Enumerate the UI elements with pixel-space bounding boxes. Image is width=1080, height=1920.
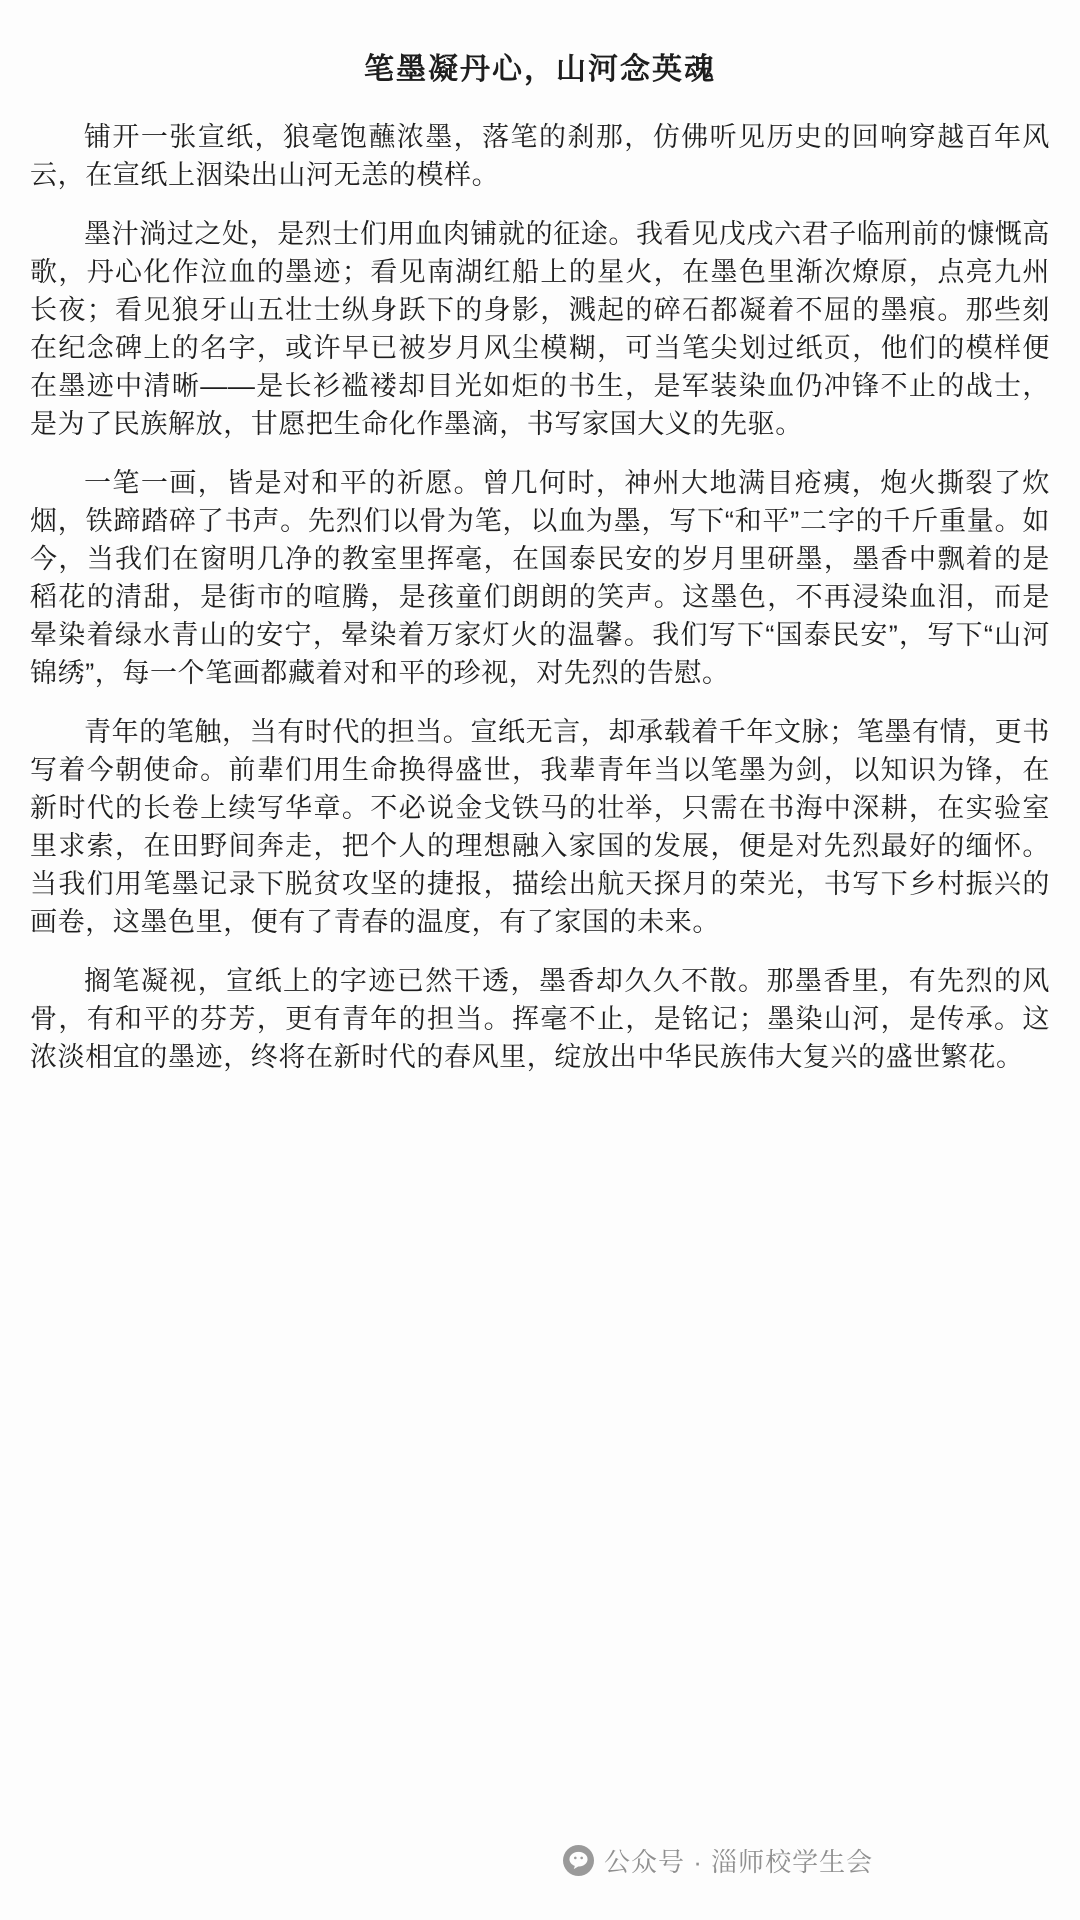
essay-paragraph: 青年的笔触，当有时代的担当。宣纸无言，却承载着千年文脉；笔墨有情，更书写着今朝使命。前辈们用生命换得盛世，我辈青年当以笔墨为剑，以知识为锋，在新时代的长卷上续写华章。不必说金戈铁马的壮举，只需在书海中深耕，在实验室里求索，在田野间奔走，把个人的理想融入家国的发展，便是对先烈最好的缅怀。当我们用笔墨记录下脱贫攻坚的捷报，描绘出航天探月的荣光，书写下乡村振兴的画卷，这墨色里，便有了青春的温度，有了家国的未来。 xyxy=(30,717,1050,937)
watermark-text: 公众号 · 淄师校学生会 xyxy=(604,1847,874,1877)
watermark xyxy=(563,1842,873,1879)
wechat-icon xyxy=(563,1845,594,1876)
essay-body xyxy=(30,118,1050,1076)
essay-paragraph: 一笔一画，皆是对和平的祈愿。曾几何时，神州大地满目疮痍，炮火撕裂了炊烟，铁蹄踏碎了书声。先烈们以骨为笔，以血为墨，写下“和平”二字的千斤重量。如今，当我们在窗明几净的教室里挥毫，在国泰民安的岁月里研墨，墨香中飘着的是稻花的清甜，是街市的喧腾，是孩童们朗朗的笑声。这墨色，不再浸染血泪，而是晕染着绿水青山的安宁，晕染着万家灯火的温馨。我们写下“国泰民安”，写下“山河锦绣”，每一个笔画都藏着对和平的珍视，对先烈的告慰。 xyxy=(30,468,1050,688)
essay-paragraph: 铺开一张宣纸，狼毫饱蘸浓墨，落笔的刹那，仿佛听见历史的回响穿越百年风云，在宣纸上洇染出山河无恙的模样。 xyxy=(30,122,1050,190)
essay-paragraph: 搁笔凝视，宣纸上的字迹已然干透，墨香却久久不散。那墨香里，有先烈的风骨，有和平的芬芳，更有青年的担当。挥毫不止，是铭记；墨染山河，是传承。这浓淡相宜的墨迹，终将在新时代的春风里，绽放出中华民族伟大复兴的盛世繁花。 xyxy=(30,966,1050,1072)
page-title: 笔墨凝丹心，山河念英魂 xyxy=(364,53,716,86)
essay-paragraph: 墨汁淌过之处，是烈士们用血肉铺就的征途。我看见戊戌六君子临刑前的慷慨高歌，丹心化作泣血的墨迹；看见南湖红船上的星火，在墨色里渐次燎原，点亮九州长夜；看见狼牙山五壮士纵身跃下的身影，溅起的碎石都凝着不屈的墨痕。那些刻在纪念碑上的名字，或许早已被岁月风尘模糊，可当笔尖划过纸页，他们的模样便在墨迹中清晰——是长衫褴褛却目光如炬的书生，是军装染血仍冲锋不止的战士，是为了民族解放，甘愿把生命化作墨滴，书写家国大义的先驱。 xyxy=(30,219,1050,439)
